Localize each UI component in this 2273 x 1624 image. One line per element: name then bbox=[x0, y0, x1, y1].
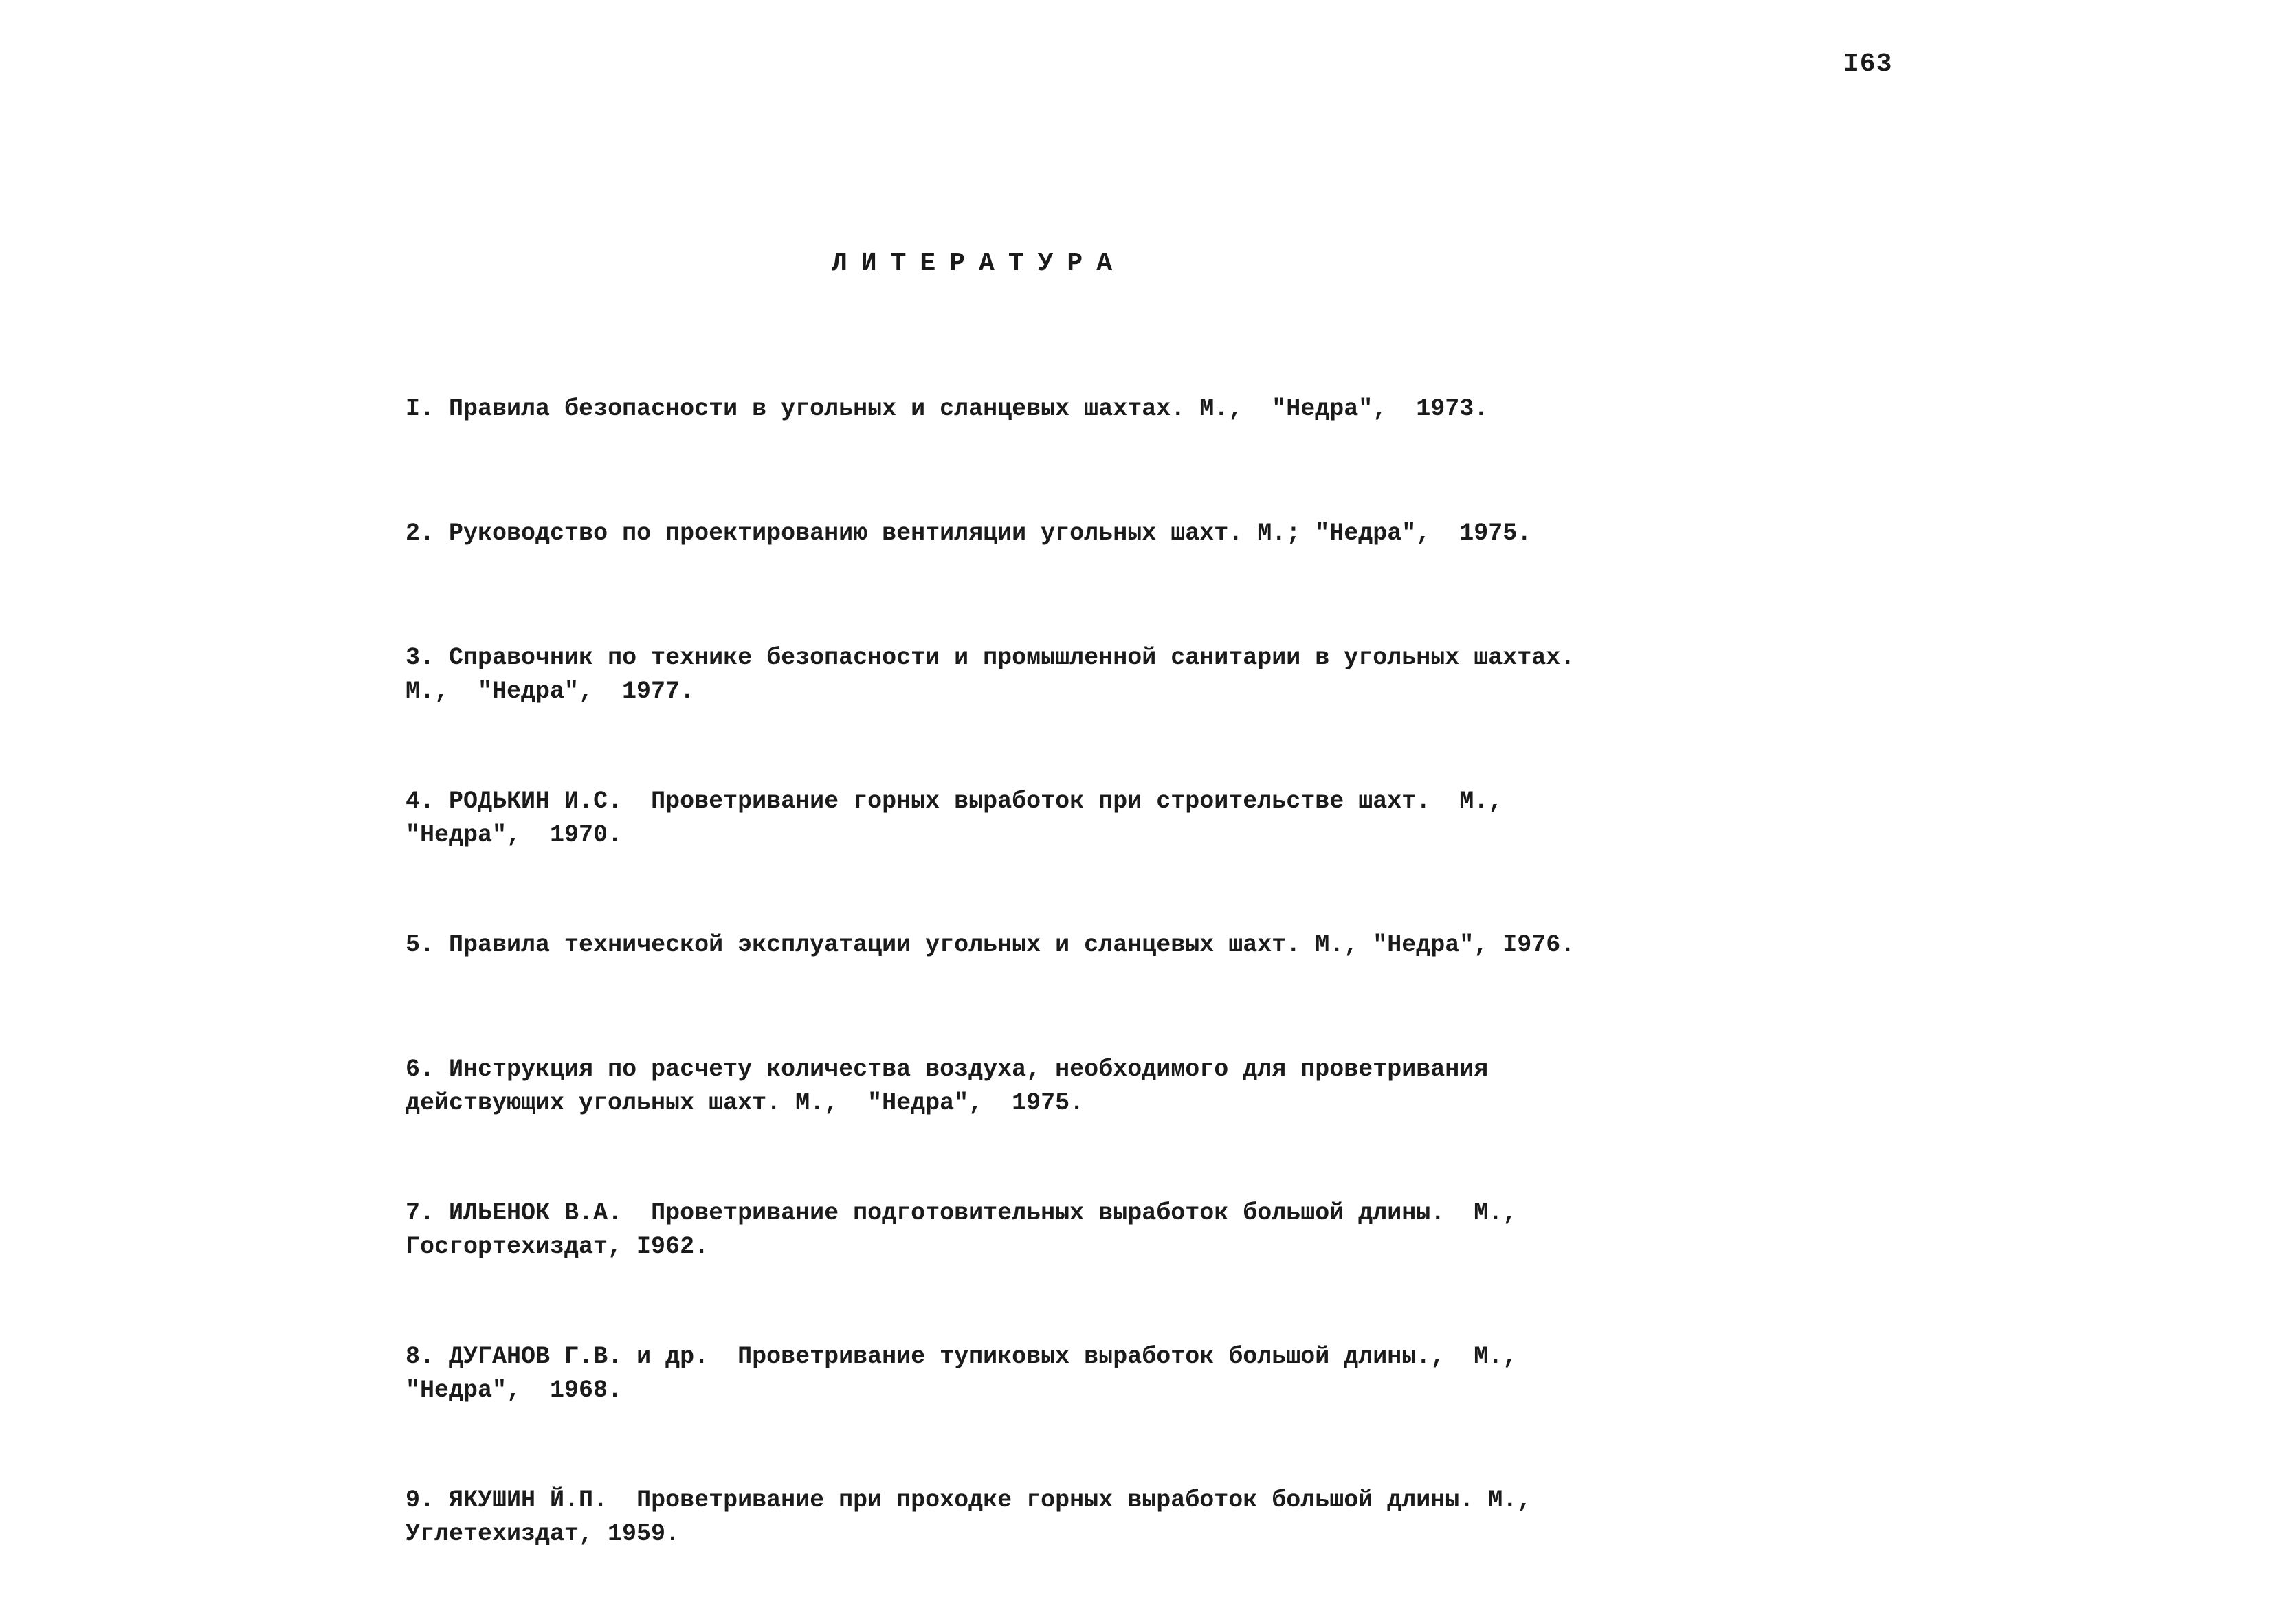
page-number: I63 bbox=[1843, 49, 1893, 79]
reference-text: ДУГАНОВ Г.В. и др. Проветривание тупиковых выработок большой длины., М., "Недра", 1968. bbox=[406, 1343, 1518, 1404]
reference-text: Правила безопасности в угольных и сланцевых шахтах. М., "Недра", 1973. bbox=[449, 395, 1489, 423]
reference-number: 3. bbox=[406, 644, 435, 671]
page-title: ЛИТЕРАТУРА bbox=[832, 249, 1127, 278]
reference-text: ИЛЬЕНОК В.А. Проветривание подготовительных выработок большой длины. М., Госгортехиздат, I962. bbox=[406, 1199, 1518, 1260]
reference-item-3 bbox=[406, 608, 1588, 709]
reference-list bbox=[406, 359, 1588, 1594]
reference-number: 7. bbox=[406, 1199, 435, 1227]
reference-text: РОДЬКИН И.С. Проветривание горных выработок при строительстве шахт. М., "Недра", 1970. bbox=[406, 788, 1503, 849]
reference-text: Руководство по проектированию вентиляции угольных шахт. М.; "Недра", 1975. bbox=[449, 520, 1532, 547]
reference-text: ЯКУШИН Й.П. Проветривание при проходке горных выработок большой длины. М., Углетехиздат, 1959. bbox=[406, 1487, 1532, 1548]
reference-item-7 bbox=[406, 1163, 1588, 1264]
reference-text: Справочник по технике безопасности и промышленной санитарии в угольных шахтах. М., "Недра", 1977. bbox=[406, 644, 1575, 705]
reference-number: 8. bbox=[406, 1343, 435, 1370]
reference-item-6 bbox=[406, 1019, 1588, 1120]
reference-number: 6. bbox=[406, 1056, 435, 1083]
reference-item-4 bbox=[406, 751, 1588, 852]
reference-number: I. bbox=[406, 395, 435, 423]
reference-number: 5. bbox=[406, 931, 435, 959]
reference-text: Инструкция по расчету количества воздуха, необходимого для проветривания действующих угольных шахт. М., "Недра", 1975. bbox=[406, 1056, 1489, 1117]
reference-item-8 bbox=[406, 1306, 1588, 1408]
reference-number: 9. bbox=[406, 1487, 435, 1514]
reference-text: Правила технической эксплуатации угольных и сланцевых шахт. М., "Недра", I976. bbox=[449, 931, 1575, 959]
reference-item-9 bbox=[406, 1450, 1588, 1551]
reference-number: 4. bbox=[406, 788, 435, 815]
reference-number: 2. bbox=[406, 520, 435, 547]
reference-item-2 bbox=[406, 483, 1588, 550]
reference-item-5 bbox=[406, 895, 1588, 962]
reference-item-1 bbox=[406, 359, 1588, 426]
